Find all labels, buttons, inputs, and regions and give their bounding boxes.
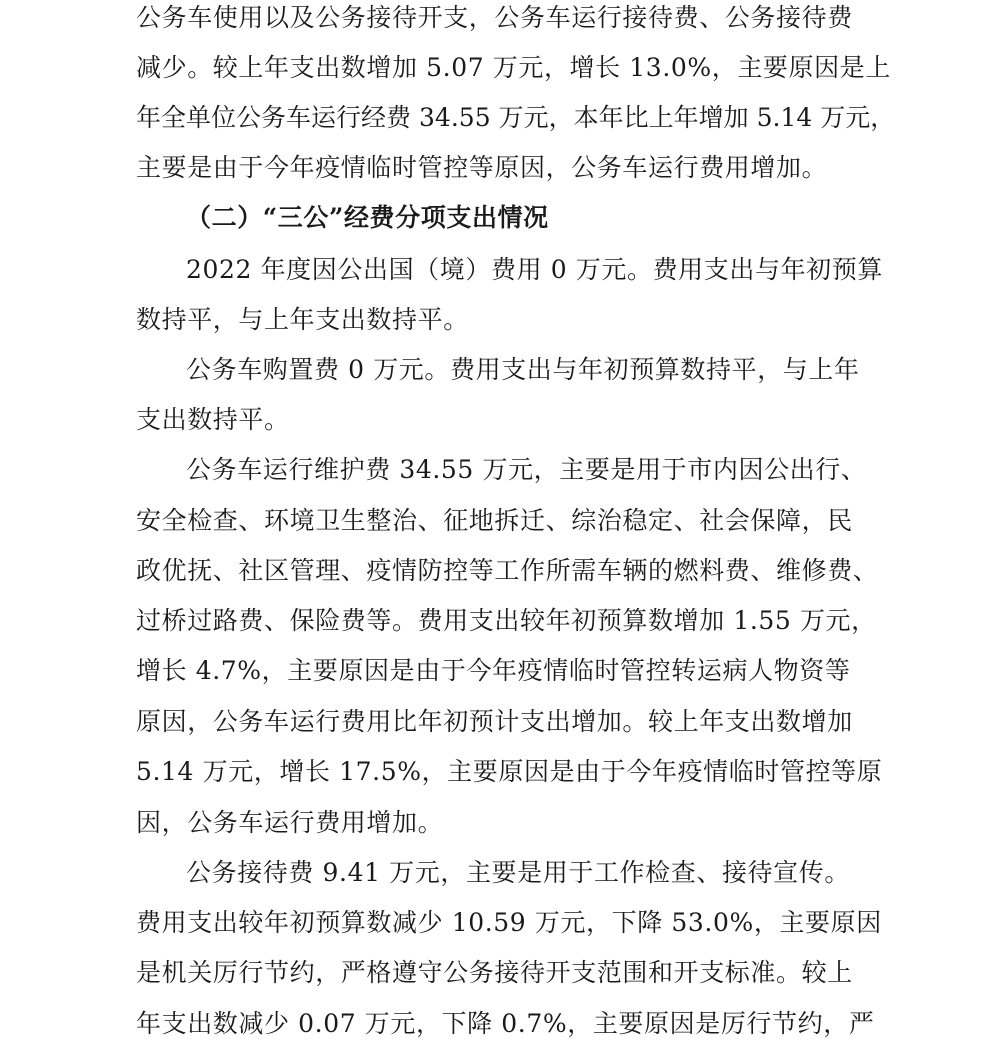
- body-text-line: 公务车使用以及公务接待开支，公务车运行接待费、公务接待费: [136, 3, 853, 32]
- body-text-line: 是机关厉行节约，严格遵守公务接待开支范围和开支标准。较上: [136, 958, 853, 987]
- body-text-line: 安全检查、环境卫生整治、征地拆迁、综治稳定、社会保障，民: [136, 506, 853, 535]
- body-text-line: 公务车运行维护费 34.55 万元，主要是用于市内因公出行、: [186, 455, 867, 484]
- section-heading: （二）“三公”经费分项支出情况: [186, 203, 549, 232]
- body-text-line: 数持平，与上年支出数持平。: [136, 305, 469, 334]
- body-text-line: 公务接待费 9.41 万元，主要是用于工作检查、接待宣传。: [186, 858, 850, 887]
- body-text-line: 政优抚、社区管理、疫情防控等工作所需车辆的燃料费、维修费、: [136, 556, 879, 585]
- body-text-line: 5.14 万元，增长 17.5%，主要原因是由于今年疫情临时管控等原: [136, 757, 883, 786]
- body-text-line: 支出数持平。: [136, 405, 290, 434]
- body-text-line: 减少。较上年支出数增加 5.07 万元，增长 13.0%，主要原因是上: [136, 53, 891, 82]
- body-text-line: 2022 年度因公出国（境）费用 0 万元。费用支出与年初预算: [186, 255, 883, 284]
- body-text-line: 费用支出较年初预算数减少 10.59 万元，下降 53.0%，主要原因: [136, 908, 882, 937]
- body-text-line: 增长 4.7%，主要原因是由于今年疫情临时管控转运病人物资等: [136, 656, 851, 685]
- body-text-line: 公务车购置费 0 万元。费用支出与年初预算数持平，与上年: [186, 355, 860, 384]
- body-text-line: 原因，公务车运行费用比年初预计支出增加。较上年支出数增加: [136, 707, 853, 736]
- body-text-line: 因，公务车运行费用增加。: [136, 808, 444, 837]
- body-text-line: 年支出数减少 0.07 万元，下降 0.7%，主要原因是厉行节约，严: [136, 1009, 875, 1038]
- body-text-line: 主要是由于今年疫情临时管控等原因，公务车运行费用增加。: [136, 153, 828, 182]
- body-text-line: 过桥过路费、保险费等。费用支出较年初预算数增加 1.55 万元，: [136, 606, 877, 635]
- body-text-line: 年全单位公务车运行经费 34.55 万元，本年比上年增加 5.14 万元，: [136, 103, 896, 132]
